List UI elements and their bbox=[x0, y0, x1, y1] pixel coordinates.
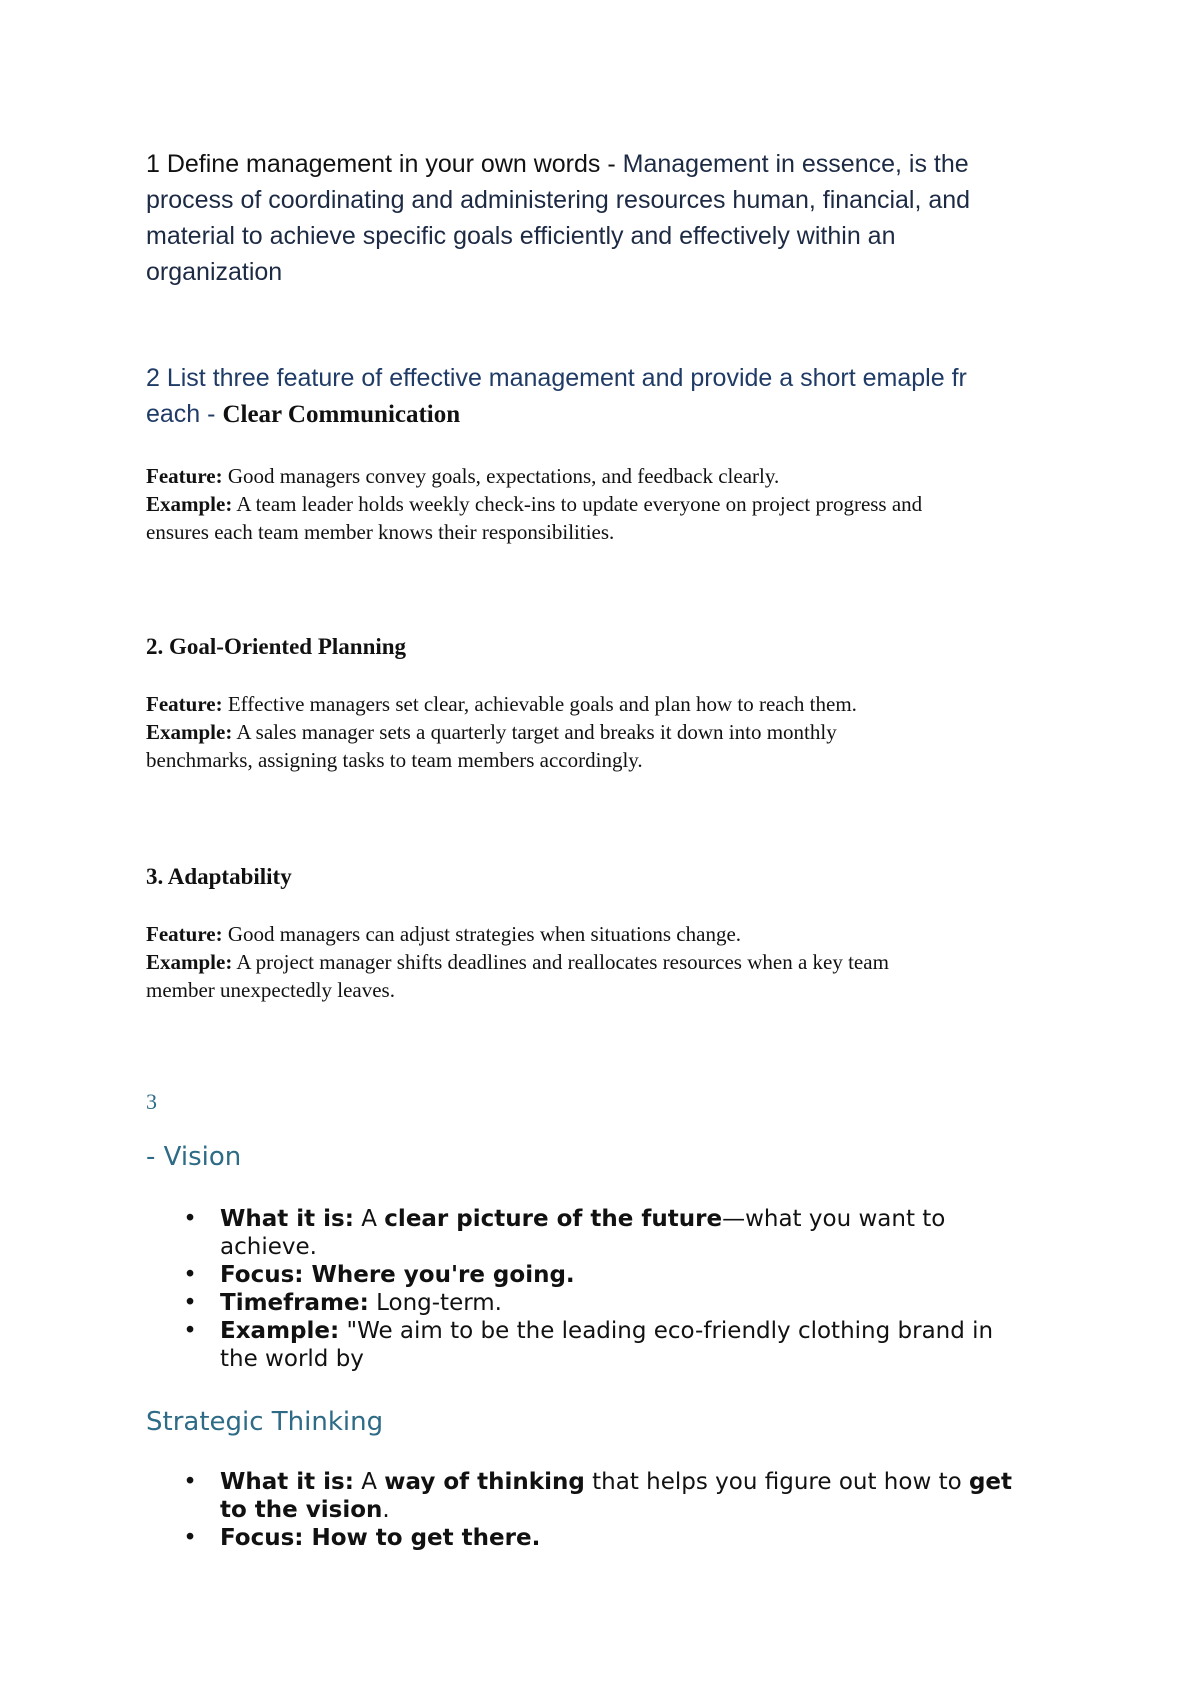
strategic-item-bold: way of thinking bbox=[384, 1469, 585, 1495]
vision-item-text: "We aim to be the leading eco-friendly clothing brand in bbox=[339, 1318, 994, 1344]
feature-3-feature-label: Feature: bbox=[146, 922, 223, 946]
feature-1-example-cont: ensures each team member knows their responsibilities. bbox=[146, 520, 615, 544]
strategic-item-label: Focus: How to get there. bbox=[220, 1525, 541, 1551]
bullet-icon: • bbox=[183, 1469, 197, 1495]
feature-3-feature-line bbox=[146, 920, 741, 948]
feature-2-example-cont: benchmarks, assigning tasks to team members accordingly. bbox=[146, 748, 643, 772]
vision-item-cont: the world by bbox=[220, 1346, 364, 1372]
strategic-item-text: A bbox=[353, 1469, 385, 1495]
q2-line-2-text: each - bbox=[146, 400, 223, 428]
feature-2-feature-line bbox=[146, 690, 857, 718]
feature-1-feature-line bbox=[146, 462, 779, 490]
list-item bbox=[180, 1317, 1080, 1373]
feature-3-example-line bbox=[146, 948, 889, 976]
feature-3-example-label: Example: bbox=[146, 950, 233, 974]
bullet-icon: • bbox=[183, 1262, 197, 1288]
list-item bbox=[180, 1524, 1080, 1552]
feature-2-heading: 2. Goal-Oriented Planning bbox=[146, 634, 407, 659]
feature-1-feature-label: Feature: bbox=[146, 464, 223, 488]
vision-item-bold: clear picture of the future bbox=[384, 1206, 723, 1232]
q1-answer-line-4: organization bbox=[146, 258, 283, 286]
bullet-icon: • bbox=[183, 1318, 197, 1344]
feature-2-feature-text: Effective managers set clear, achievable goals and plan how to reach them. bbox=[222, 692, 857, 716]
vision-item-label: Focus: Where you're going. bbox=[220, 1262, 575, 1288]
strategic-thinking-heading: Strategic Thinking bbox=[146, 1407, 384, 1437]
strategic-item-bold-2: get bbox=[968, 1469, 1013, 1495]
strategic-list bbox=[180, 1468, 1080, 1552]
feature-3-example-text: A project manager shifts deadlines and reallocates resources when a key team bbox=[232, 950, 889, 974]
list-item bbox=[180, 1261, 1080, 1289]
feature-1-title: Clear Communication bbox=[222, 401, 461, 428]
vision-item-label: Timeframe: bbox=[220, 1290, 369, 1316]
vision-item-label: Example: bbox=[220, 1318, 340, 1344]
q1-prompt: 1 Define management in your own words - bbox=[146, 150, 623, 178]
feature-2-example-label: Example: bbox=[146, 720, 233, 744]
q2-line-2 bbox=[146, 396, 460, 433]
list-item bbox=[180, 1205, 1080, 1261]
q1-answer-line-2: process of coordinating and administering resources human, financial, and bbox=[146, 186, 971, 214]
q3-number: 3 bbox=[146, 1089, 157, 1114]
feature-2-feature-label: Feature: bbox=[146, 692, 223, 716]
feature-1-example-line bbox=[146, 490, 922, 518]
feature-2-example-line bbox=[146, 718, 837, 746]
feature-3-feature-text: Good managers can adjust strategies when situations change. bbox=[222, 922, 742, 946]
feature-3-heading: 3. Adaptability bbox=[146, 864, 292, 889]
strategic-item-text-2: that helps you figure out how to bbox=[584, 1469, 969, 1495]
strategic-item-label: What it is: bbox=[220, 1469, 354, 1495]
feature-1-example-text: A team leader holds weekly check-ins to update everyone on project progress and bbox=[232, 492, 923, 516]
strategic-item-cont-bold: to the vision bbox=[220, 1497, 383, 1523]
vision-item-cont: achieve. bbox=[220, 1234, 317, 1260]
vision-item-text: Long-term. bbox=[368, 1290, 502, 1316]
vision-item-text: A bbox=[353, 1206, 385, 1232]
list-item bbox=[180, 1289, 1080, 1317]
list-item bbox=[180, 1468, 1080, 1524]
strategic-item-cont-text: . bbox=[382, 1497, 390, 1523]
feature-1-example-label: Example: bbox=[146, 492, 233, 516]
q1-answer-line-1: Management in essence, is the bbox=[622, 150, 969, 178]
q1-answer-line-3: material to achieve specific goals efficiently and effectively within an bbox=[146, 222, 896, 250]
bullet-icon: • bbox=[183, 1290, 197, 1316]
bullet-icon: • bbox=[183, 1525, 197, 1551]
q1-first-line bbox=[146, 146, 969, 182]
vision-item-text-2: —what you want to bbox=[722, 1206, 946, 1232]
bullet-icon: • bbox=[183, 1206, 197, 1232]
feature-1-feature-text: Good managers convey goals, expectations, and feedback clearly. bbox=[222, 464, 780, 488]
feature-3-example-cont: member unexpectedly leaves. bbox=[146, 978, 395, 1002]
vision-item-label: What it is: bbox=[220, 1206, 354, 1232]
feature-2-example-text: A sales manager sets a quarterly target and breaks it down into monthly bbox=[232, 720, 837, 744]
vision-heading: - Vision bbox=[146, 1142, 242, 1172]
q2-line-1: 2 List three feature of effective management and provide a short emaple fr bbox=[146, 364, 967, 392]
vision-list bbox=[180, 1205, 1080, 1373]
